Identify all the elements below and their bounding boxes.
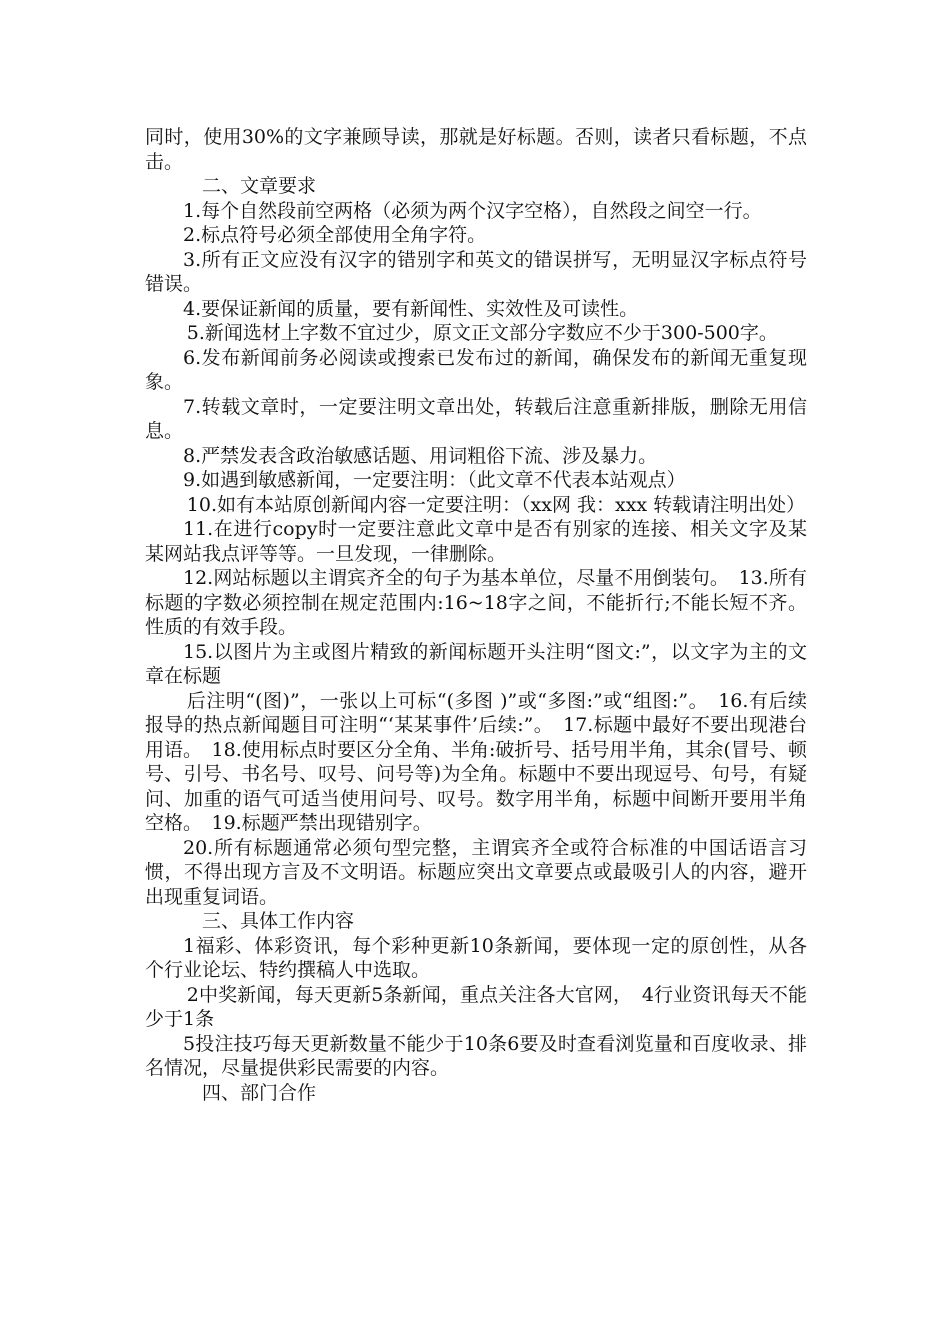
paragraph: 20.所有标题通常必须句型完整，主谓宾齐全或符合标准的中国话语言习惯，不得出现方言及不文明语。标题应突出文章要点或最吸引人的内容，避开出现重复词语。	[145, 836, 807, 908]
paragraph: 8.严禁发表含政治敏感话题、用词粗俗下流、涉及暴力。	[183, 444, 658, 467]
paragraph: 后注明“(图)”，一张以上可标“(多图 )”或“多图:”或“组图:”。 16.有后续报导的热点新闻题目可注明“‘某某事件’后续:”。 17.标题中最好不要出现港台用语。 18.使用标点时要区分全角、半角:破折号、括号用半角，其余(冒号、顿号、引号、书名号、叹号、问号等)为全角。标题中不要出现逗号、句号，有疑问、加重的语气可适当使用问号、叹号。数字用半角，标题中间断开要用半角空格。 19.标题严禁出现错别字。	[145, 689, 807, 834]
paragraph: 5投注技巧每天更新数量不能少于10条6要及时查看浏览量和百度收录、排名情况，尽量提供彩民需要的内容。	[145, 1032, 807, 1079]
paragraph: 6.发布新闻前务必阅读或搜索已发布过的新闻，确保发布的新闻无重复现象。	[145, 346, 807, 393]
paragraph: 5.新闻选材上字数不宜过少，原文正文部分字数应不少于300-500字。	[186, 322, 778, 344]
paragraph: 1福彩、体彩资讯，每个彩种更新10条新闻，要体现一定的原创性，从各个行业论坛、特约撰稿人中选取。	[145, 934, 807, 981]
paragraph: 2中奖新闻，每天更新5条新闻，重点关注各大官网， 4行业资讯每天不能少于1条	[145, 983, 807, 1030]
paragraph: 10.如有本站原创新闻内容一定要注明：（xx网 我：xxx 转载请注明出处）	[186, 493, 806, 516]
paragraph: 7.转载文章时，一定要注明文章出处，转载后注意重新排版，删除无用信息。	[145, 395, 807, 442]
paragraph: 3.所有正文应没有汉字的错别字和英文的错误拼写，无明显汉字标点符号错误。	[145, 248, 807, 295]
section-heading: 四、部门合作	[202, 1081, 317, 1104]
paragraph: 1.每个自然段前空两格（必须为两个汉字空格），自然段之间空一行。	[183, 199, 762, 222]
section-heading: 三、具体工作内容	[202, 910, 355, 932]
paragraph: 2.标点符号必须全部使用全角字符。	[183, 224, 487, 246]
paragraph: 9.如遇到敏感新闻，一定要注明：（此文章不代表本站观点）	[183, 469, 686, 491]
document-body	[145, 125, 807, 1105]
paragraph: 12.网站标题以主谓宾齐全的句子为基本单位，尽量不用倒装句。 13.所有标题的字数必须控制在规定范围内:16~18字之间，不能折行;不能长短不齐。 性质的有效手段。	[145, 567, 807, 638]
paragraph: 4.要保证新闻的质量，要有新闻性、实效性及可读性。	[183, 297, 639, 320]
paragraph: 15.以图片为主或图片精致的新闻标题开头注明“图文:”，以文字为主的文章在标题	[145, 640, 807, 687]
paragraph: 同时，使用30%的文字兼顾导读，那就是好标题。否则，读者只看标题，不点击。	[145, 126, 807, 173]
section-heading: 二、文章要求	[202, 175, 317, 197]
paragraph: 11.在进行copy时一定要注意此文章中是否有别家的连接、相关文字及某某网站我点评等等。一旦发现，一律删除。	[145, 518, 807, 565]
